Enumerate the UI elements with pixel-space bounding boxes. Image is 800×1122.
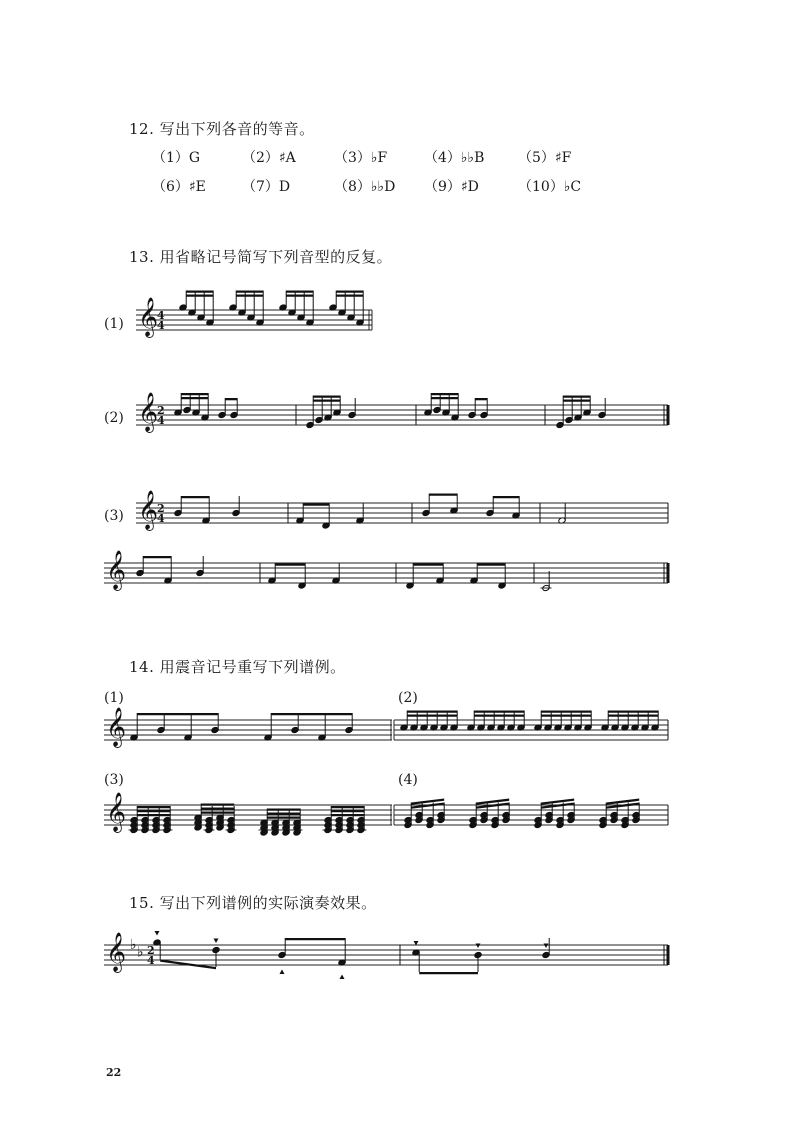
beam	[137, 810, 170, 812]
staccatissimo-mark	[280, 970, 285, 975]
q12-item: （4）♭♭B	[424, 150, 485, 166]
q12-item: （3）♭F	[334, 150, 388, 166]
beam	[236, 295, 263, 297]
q12-title: 12. 写出下列各音的等音。	[129, 120, 315, 138]
beam	[286, 295, 313, 297]
beam	[267, 813, 300, 815]
beam	[331, 814, 364, 816]
time-signature: 4	[147, 954, 155, 967]
beam	[186, 291, 213, 293]
beam	[137, 713, 218, 715]
flat-sign: ♭	[137, 944, 144, 961]
q14-label-2: (2)	[398, 690, 418, 706]
staccatissimo-mark	[544, 944, 549, 949]
beam	[303, 504, 329, 506]
beam	[181, 393, 208, 395]
time-signature: 4	[157, 414, 165, 427]
q12-item: （9）♯D	[424, 179, 479, 195]
beam	[313, 396, 340, 398]
beam	[181, 397, 208, 399]
time-signature: 4	[157, 319, 165, 332]
beam	[474, 715, 524, 717]
q12-item: （5）♯F	[518, 150, 572, 166]
beam	[201, 812, 234, 814]
q14-title: 14. 用震音记号重写下列谱例。	[129, 658, 346, 676]
staccatissimo-mark	[476, 944, 481, 949]
beam	[331, 810, 364, 812]
beam	[336, 291, 363, 293]
beam	[271, 713, 352, 715]
q13-label-1: (1)	[104, 316, 124, 332]
beam	[608, 715, 658, 717]
treble-clef: 𝄞	[138, 490, 159, 530]
beam	[419, 972, 478, 974]
beam	[608, 711, 658, 713]
beam	[474, 711, 524, 713]
beam	[313, 400, 340, 402]
beam	[429, 494, 457, 496]
q13-label-2: (2)	[104, 410, 124, 426]
beam	[143, 556, 171, 558]
beam	[137, 806, 170, 808]
beam	[201, 804, 234, 806]
q14-label-1: (1)	[104, 690, 124, 706]
beam	[431, 397, 458, 399]
q13-title: 13. 用省略记号简写下列音型的反复。	[129, 248, 393, 266]
q12-item: （7）D	[242, 179, 291, 195]
beam	[477, 564, 505, 566]
final-barline	[667, 945, 670, 965]
beam	[201, 808, 234, 810]
beam	[285, 938, 345, 940]
beam	[563, 400, 590, 402]
beam	[413, 564, 443, 566]
time-signature: 4	[157, 309, 165, 322]
beam	[225, 398, 237, 400]
flat-sign: ♭	[130, 937, 137, 953]
q12-item: （1）G	[152, 150, 201, 166]
beam	[336, 295, 363, 297]
q14-label-4: (4)	[398, 772, 418, 788]
treble-clef: 𝄞	[106, 707, 127, 747]
treble-clef: 𝄞	[106, 792, 127, 832]
treble-clef: 𝄞	[138, 392, 159, 432]
beam	[541, 715, 591, 717]
beam	[407, 711, 457, 713]
q12-item: （10）♭C	[518, 179, 582, 195]
beam	[286, 291, 313, 293]
final-barline	[667, 405, 670, 425]
treble-clef: 𝄞	[138, 297, 159, 337]
staccatissimo-mark	[155, 931, 160, 936]
beam	[181, 496, 209, 498]
beam	[563, 396, 590, 398]
beam	[275, 564, 305, 566]
q12-item: （8）♭♭D	[334, 179, 396, 195]
treble-clef: 𝄞	[106, 550, 127, 590]
beam	[267, 817, 300, 819]
beam	[160, 960, 216, 970]
beam	[331, 806, 364, 808]
time-signature: 4	[157, 512, 165, 525]
time-signature: 2	[157, 502, 165, 515]
q15-title: 15. 写出下列谱例的实际演奏效果。	[129, 894, 377, 912]
staccatissimo-mark	[214, 939, 219, 944]
beam	[541, 711, 591, 713]
beam	[267, 809, 300, 811]
final-barline	[667, 563, 670, 583]
time-signature: 2	[157, 404, 165, 417]
beam	[236, 291, 263, 293]
beam	[407, 715, 457, 717]
beam	[475, 398, 487, 400]
q12-item: （6）♯E	[152, 179, 206, 195]
q12-item: （2）♯A	[242, 150, 296, 166]
beam	[431, 393, 458, 395]
q13-label-3: (3)	[104, 508, 124, 524]
beam	[186, 295, 213, 297]
beam	[137, 814, 170, 816]
page-number: 22	[106, 1066, 122, 1079]
staccatissimo-mark	[340, 975, 345, 980]
treble-clef: 𝄞	[106, 932, 127, 972]
time-signature: 2	[147, 944, 155, 957]
q14-label-3: (3)	[104, 772, 124, 788]
beam	[493, 496, 519, 498]
